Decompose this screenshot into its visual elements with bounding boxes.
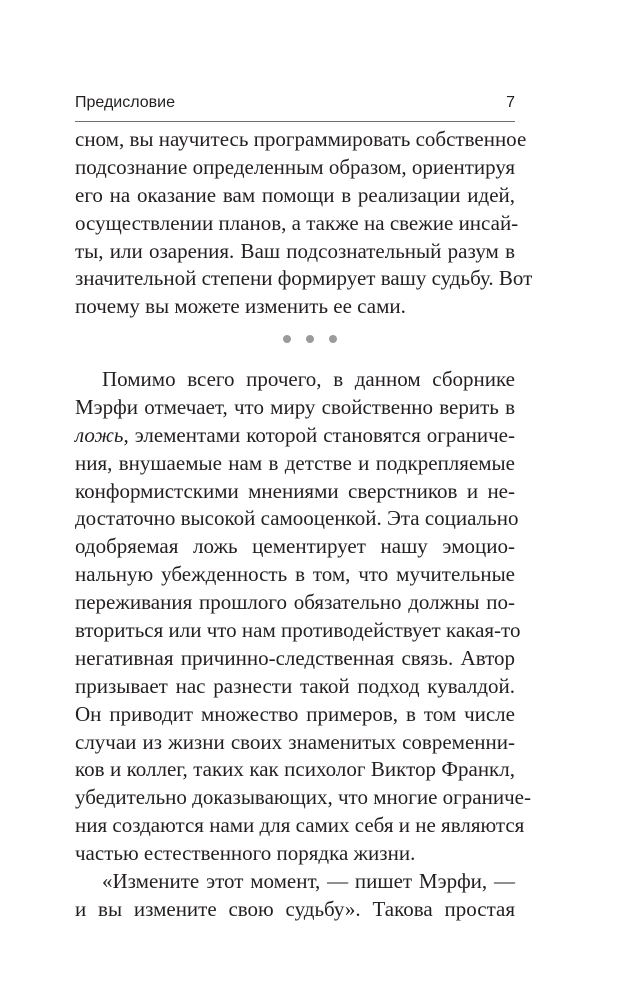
header-rule bbox=[75, 121, 515, 122]
text-line: достаточно высокой самооценкой. Эта социально bbox=[75, 506, 519, 531]
text-line: ния создаются нами для самих себя и не являются bbox=[75, 813, 525, 838]
text-line: «Измените этот момент, — пишет Мэрфи, — bbox=[102, 869, 515, 894]
text-line bbox=[75, 422, 515, 450]
text-line: почему вы можете изменить ее сами. bbox=[75, 294, 406, 319]
text-line: случаи из жизни своих знаменитых современни- bbox=[75, 729, 515, 754]
text-line: убедительно доказывающих, что многие ограниче- bbox=[75, 785, 531, 810]
text-line: ния, внушаемые нам в детстве и подкрепляемые bbox=[75, 450, 515, 475]
text-line: и вы измените свою судьбу». Такова простая bbox=[75, 896, 515, 921]
text-line: сном, вы научитесь программировать собственное bbox=[75, 127, 527, 151]
section-title: Предисловие bbox=[75, 94, 175, 111]
text-line: ты, или озарения. Ваш подсознательный разум в bbox=[75, 238, 515, 263]
section-break-dots bbox=[0, 331, 619, 347]
paragraph-continued bbox=[75, 126, 533, 321]
text-line: значительной степени формирует вашу судьбу. Вот bbox=[75, 266, 533, 291]
text-line: конформистскими мнениями сверстников и не- bbox=[75, 478, 515, 503]
text-line: осуществлении планов, а также на свежие инсай- bbox=[75, 210, 519, 235]
page-number: 7 bbox=[506, 94, 515, 111]
text-line: Мэрфи отмечает, что миру свойственно верить в bbox=[75, 394, 515, 419]
text-line: негативная причинно-следственная связь. Автор bbox=[75, 645, 515, 670]
text-line: его на оказание вам помощи в реализации идей, bbox=[75, 182, 515, 207]
text-line: вториться или что нам противодействует какая-то bbox=[75, 618, 521, 643]
running-header bbox=[75, 94, 515, 120]
text-line: Помимо всего прочего, в данном сборнике bbox=[102, 367, 515, 391]
text-line: ков и коллег, таких как психолог Виктор Франкл, bbox=[75, 757, 515, 782]
paragraph-main bbox=[75, 366, 531, 924]
text-line: нальную убежденность в том, что мучительные bbox=[75, 562, 515, 587]
text-span: , элементами которой становятся ограниче- bbox=[123, 422, 515, 447]
text-line: подсознание определенным образом, ориентируя bbox=[75, 154, 515, 179]
text-line: переживания прошлого обязательно должны по- bbox=[75, 590, 515, 615]
text-line: призывает нас разнести такой подход кувалдой. bbox=[75, 673, 515, 698]
text-line: одобряемая ложь цементирует нашу эмоцио- bbox=[75, 534, 515, 559]
bullet-dot-icon bbox=[329, 335, 337, 343]
text-line: Он приводит множество примеров, в том числе bbox=[75, 701, 515, 726]
italic-word: ложь bbox=[75, 422, 124, 447]
bullet-dot-icon bbox=[283, 335, 291, 343]
text-line: частью естественного порядка жизни. bbox=[75, 841, 416, 866]
bullet-dot-icon bbox=[306, 335, 314, 343]
